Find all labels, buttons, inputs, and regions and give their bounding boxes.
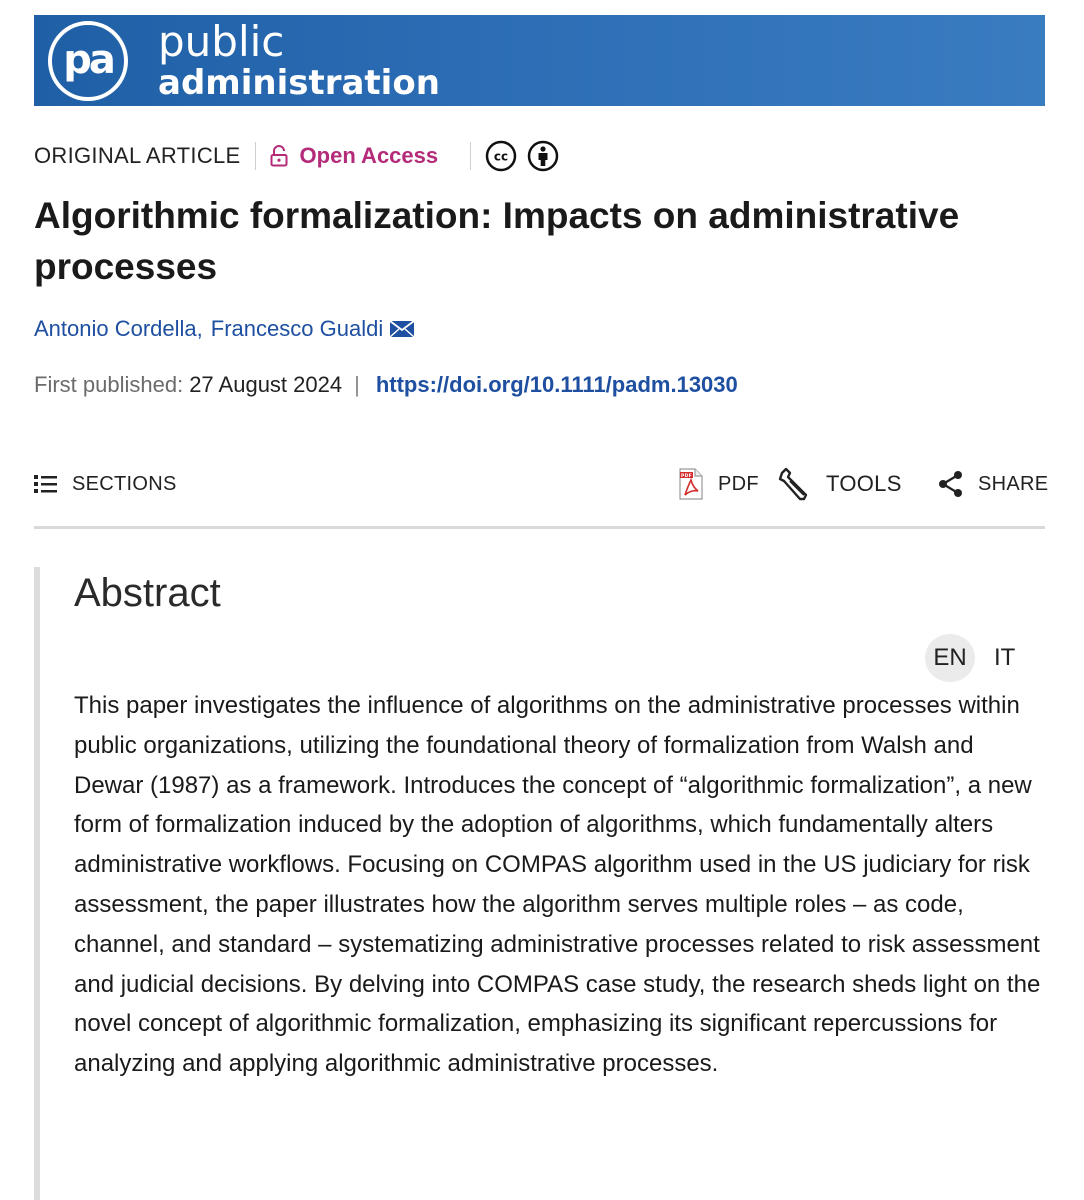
first-published-label: First published: (34, 372, 184, 397)
share-button[interactable] (938, 462, 1048, 506)
article-type: ORIGINAL ARTICLE (34, 143, 241, 168)
pdf-file-icon (678, 468, 704, 500)
open-access-badge[interactable] (270, 143, 439, 169)
cc-icon (485, 140, 517, 172)
journal-banner[interactable] (34, 15, 1045, 106)
tools-label: TOOLS (826, 471, 902, 496)
abstract-side-bar (34, 567, 40, 1200)
journal-name-line1: public (158, 17, 285, 66)
journal-name-line2: administration (158, 63, 440, 103)
doi-link[interactable]: https://doi.org/10.1111/padm.13030 (375, 372, 738, 397)
open-access-label: Open Access (299, 143, 439, 168)
divider (470, 142, 471, 170)
author-separator: , (196, 316, 203, 341)
list-icon (34, 474, 58, 494)
journal-logo-mark: pa (48, 21, 128, 101)
author-link[interactable]: Antonio Cordella (34, 316, 197, 341)
toolbar-divider (34, 526, 1045, 529)
pdf-button[interactable] (678, 462, 759, 506)
envelope-icon[interactable] (389, 319, 415, 339)
language-it-button[interactable]: IT (994, 644, 1016, 671)
article-title: Algorithmic formalization: Impacts on administrative processes (34, 195, 960, 287)
lock-open-icon (270, 145, 288, 167)
author-link[interactable]: Francesco Gualdi (210, 316, 384, 341)
attribution-icon (527, 140, 559, 172)
publication-separator: | (354, 372, 360, 397)
abstract-heading: Abstract (74, 571, 221, 615)
publication-info (34, 372, 738, 398)
language-en-button[interactable]: EN (925, 634, 975, 682)
author-list (34, 316, 415, 342)
article-toolbar (34, 462, 1049, 506)
share-label: SHARE (978, 472, 1049, 495)
sections-label: SECTIONS (72, 472, 177, 495)
tools-button[interactable] (778, 462, 902, 506)
wrench-icon (778, 467, 812, 501)
pdf-label: PDF (718, 472, 759, 495)
divider (255, 142, 256, 170)
abstract-text: This paper investigates the influence of algorithms on the administrative processes within public organizations, utilizing the foundational theory of formalization from Walsh and Dewar (1987) as a framework. Introduces the concept of “algorithmic formalization”, a new form of formalization induced by the adoption of algorithms, which fundamentally alters administrative workflows. Focusing on COMPAS algorithm used in the US judiciary for risk assessment, the paper illustrates how the algorithm serves multiple roles – as code, channel, and standard – systematizing administrative processes related to risk assessment and judicial decisions. By delving into COMPAS case study, the research sheds light on the novel concept of algorithmic formalization, emphasizing its significant repercussions for analyzing and applying algorithmic administrative processes. (74, 692, 1041, 1078)
license-icons[interactable] (485, 140, 559, 172)
first-published-date: 27 August 2024 (189, 372, 343, 397)
share-icon (938, 470, 964, 498)
svg-text:PDF: PDF (680, 474, 693, 479)
svg-text:cc: cc (494, 149, 509, 164)
article-meta-row (34, 138, 559, 174)
sections-button[interactable] (34, 462, 177, 506)
